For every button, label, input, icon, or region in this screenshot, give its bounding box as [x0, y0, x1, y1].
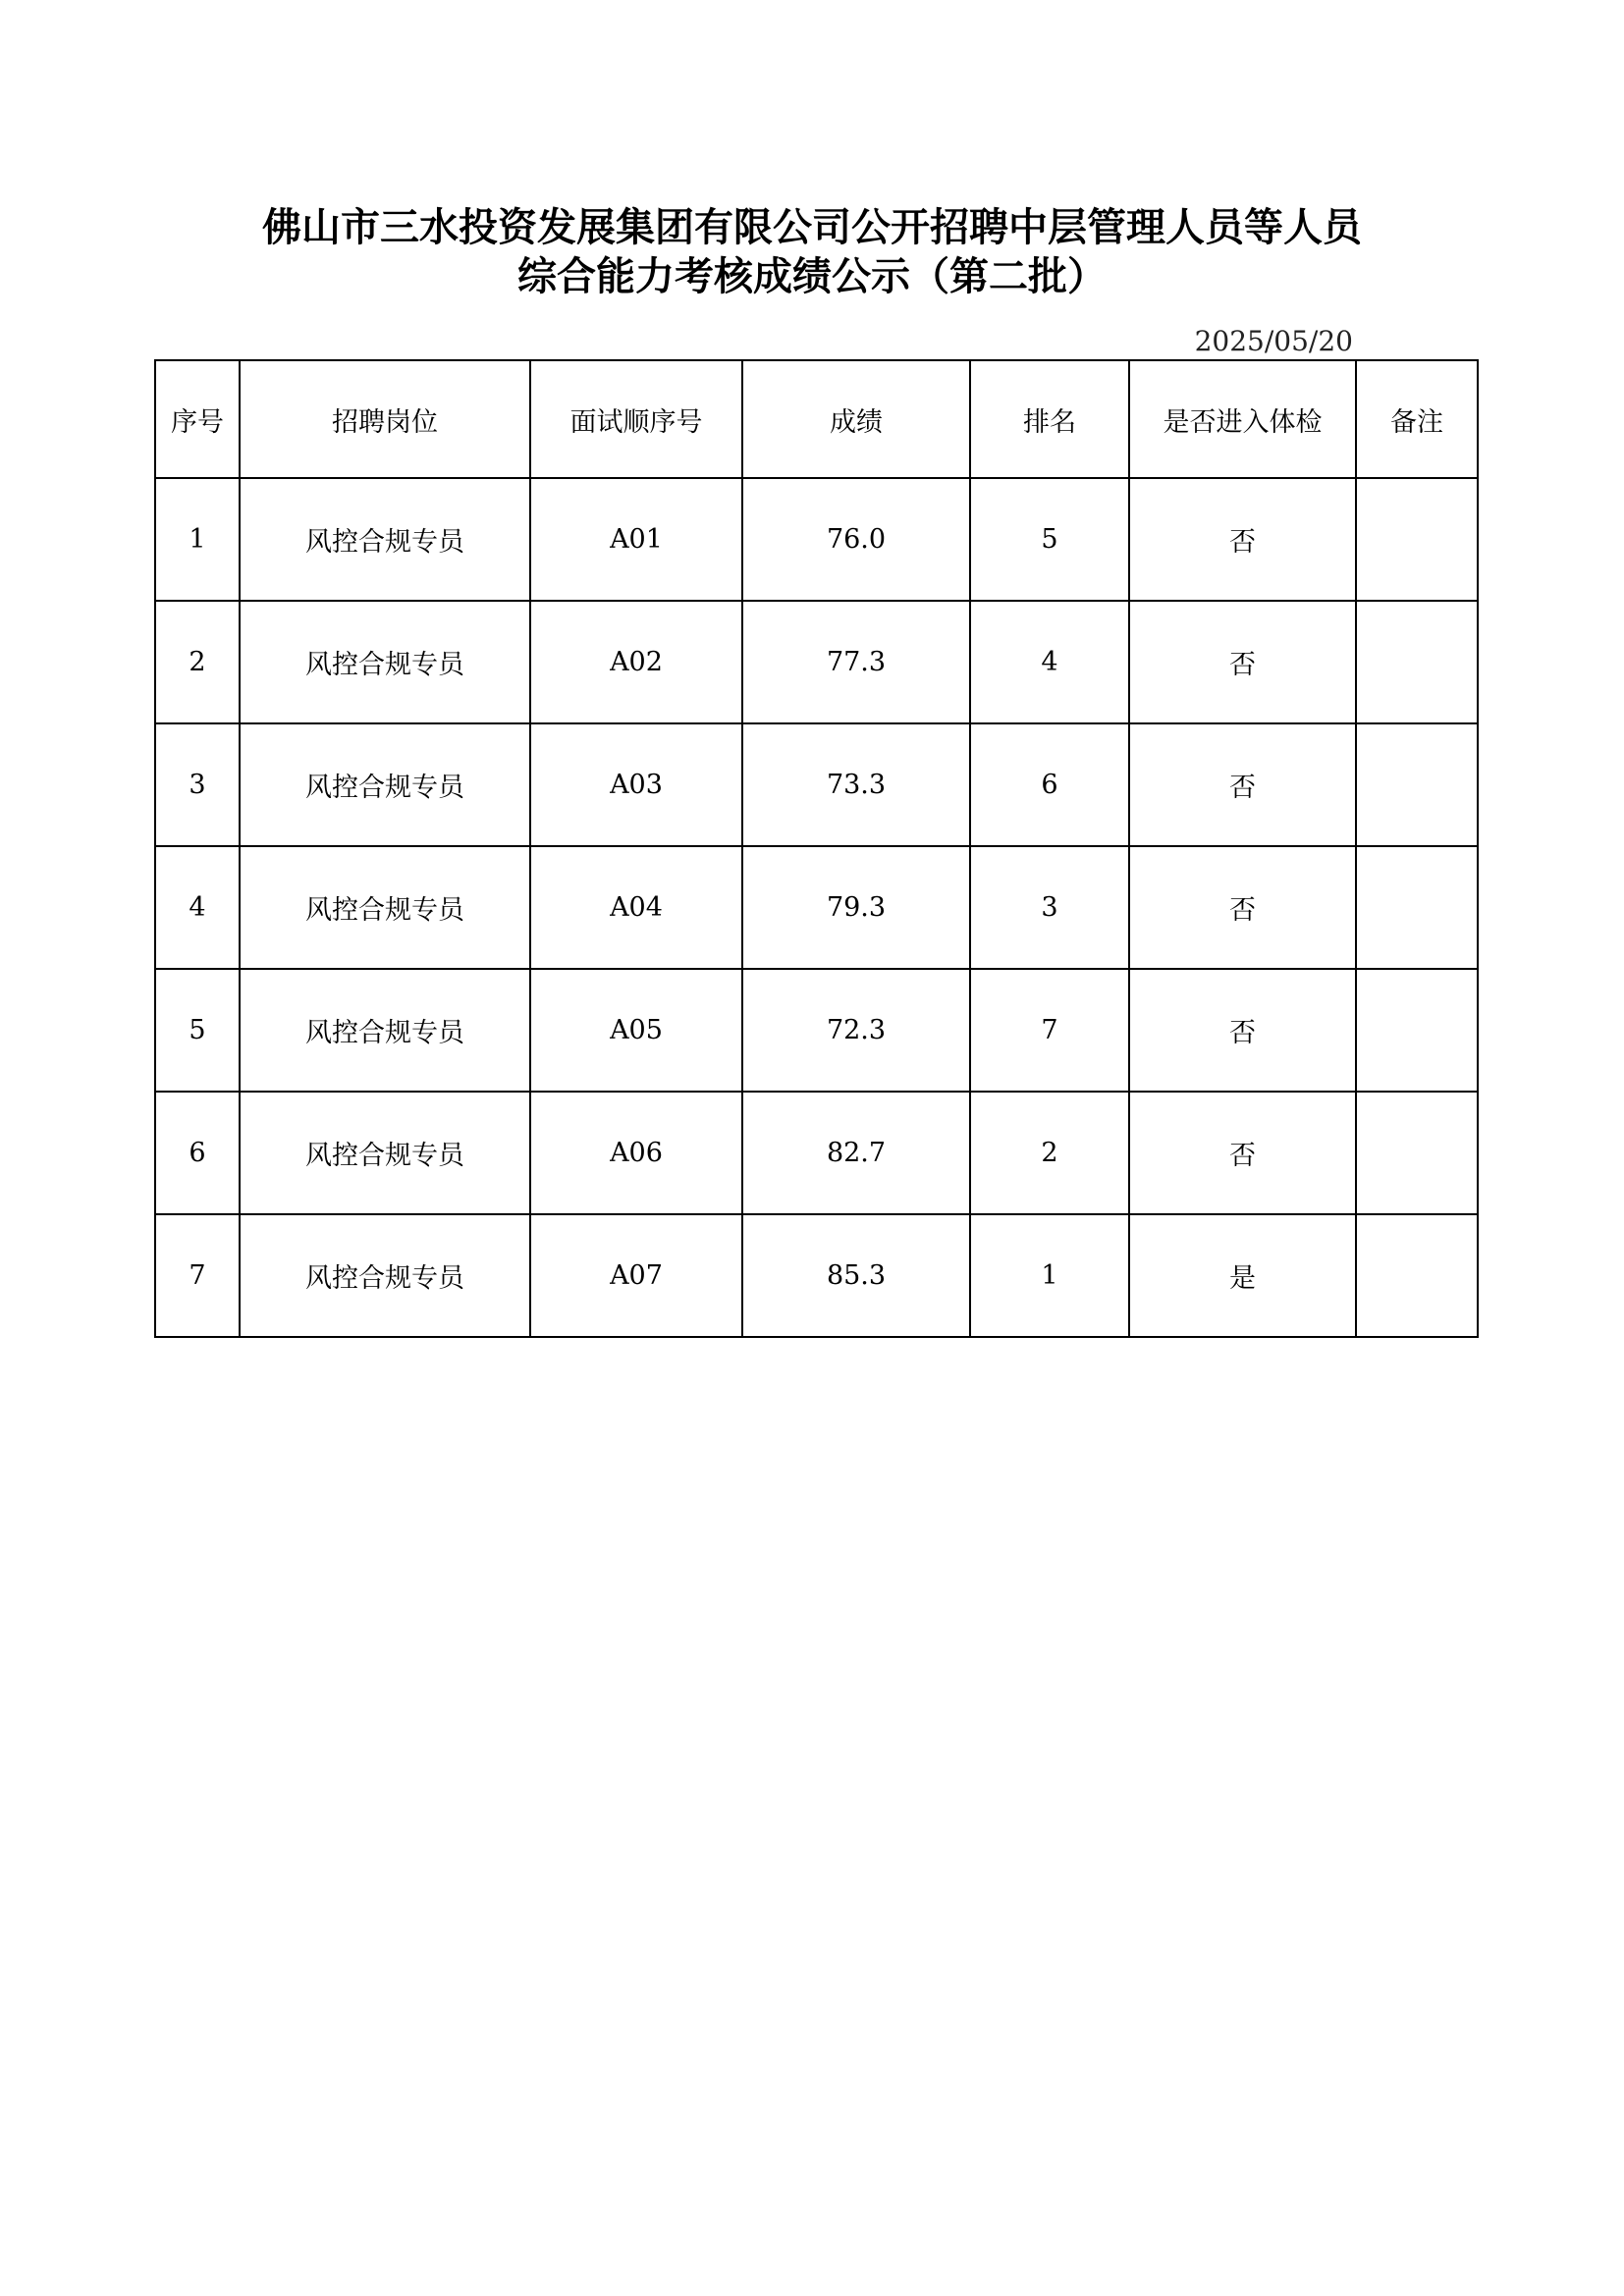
document-title-line-1: 佛山市三水投资发展集团有限公司公开招聘中层管理人员等人员 — [262, 204, 1362, 250]
header-remarks: 备注 — [1356, 360, 1478, 478]
table-row — [155, 601, 1478, 723]
cell-medical: 否 — [1129, 723, 1356, 846]
cell-score: 85.3 — [742, 1214, 970, 1337]
cell-position: 风控合规专员 — [240, 1214, 530, 1337]
table-row — [155, 478, 1478, 601]
header-score: 成绩 — [742, 360, 970, 478]
header-medical: 是否进入体检 — [1129, 360, 1356, 478]
cell-interview-order: A05 — [530, 969, 742, 1092]
cell-seq: 1 — [155, 478, 240, 601]
cell-seq: 4 — [155, 846, 240, 969]
cell-rank: 4 — [970, 601, 1129, 723]
cell-interview-order: A06 — [530, 1092, 742, 1214]
cell-score: 79.3 — [742, 846, 970, 969]
cell-interview-order: A03 — [530, 723, 742, 846]
cell-interview-order: A07 — [530, 1214, 742, 1337]
cell-seq: 5 — [155, 969, 240, 1092]
table-row — [155, 1214, 1478, 1337]
cell-score: 77.3 — [742, 601, 970, 723]
table-row — [155, 969, 1478, 1092]
cell-position: 风控合规专员 — [240, 846, 530, 969]
table-header-row — [155, 360, 1478, 478]
table-row — [155, 1092, 1478, 1214]
cell-interview-order: A04 — [530, 846, 742, 969]
score-table — [154, 359, 1479, 1338]
cell-medical: 是 — [1129, 1214, 1356, 1337]
cell-position: 风控合规专员 — [240, 601, 530, 723]
cell-position: 风控合规专员 — [240, 478, 530, 601]
cell-position: 风控合规专员 — [240, 969, 530, 1092]
cell-remarks — [1356, 723, 1478, 846]
cell-remarks — [1356, 1214, 1478, 1337]
cell-score: 76.0 — [742, 478, 970, 601]
header-rank: 排名 — [970, 360, 1129, 478]
cell-rank: 5 — [970, 478, 1129, 601]
cell-remarks — [1356, 969, 1478, 1092]
cell-remarks — [1356, 601, 1478, 723]
cell-seq: 3 — [155, 723, 240, 846]
cell-medical: 否 — [1129, 601, 1356, 723]
cell-score: 82.7 — [742, 1092, 970, 1214]
cell-interview-order: A02 — [530, 601, 742, 723]
cell-remarks — [1356, 478, 1478, 601]
cell-seq: 6 — [155, 1092, 240, 1214]
cell-rank: 6 — [970, 723, 1129, 846]
cell-rank: 1 — [970, 1214, 1129, 1337]
cell-interview-order: A01 — [530, 478, 742, 601]
cell-medical: 否 — [1129, 969, 1356, 1092]
cell-rank: 2 — [970, 1092, 1129, 1214]
cell-rank: 3 — [970, 846, 1129, 969]
cell-remarks — [1356, 846, 1478, 969]
cell-score: 72.3 — [742, 969, 970, 1092]
cell-medical: 否 — [1129, 846, 1356, 969]
header-interview-order: 面试顺序号 — [530, 360, 742, 478]
cell-remarks — [1356, 1092, 1478, 1214]
cell-medical: 否 — [1129, 478, 1356, 601]
cell-seq: 7 — [155, 1214, 240, 1337]
cell-position: 风控合规专员 — [240, 723, 530, 846]
document-title-line-2: 综合能力考核成绩公示（第二批） — [517, 253, 1107, 299]
header-position: 招聘岗位 — [240, 360, 530, 478]
header-seq: 序号 — [155, 360, 240, 478]
table-row — [155, 846, 1478, 969]
cell-score: 73.3 — [742, 723, 970, 846]
publication-date: 2025/05/20 — [1194, 325, 1353, 357]
cell-medical: 否 — [1129, 1092, 1356, 1214]
table-row — [155, 723, 1478, 846]
cell-seq: 2 — [155, 601, 240, 723]
cell-position: 风控合规专员 — [240, 1092, 530, 1214]
cell-rank: 7 — [970, 969, 1129, 1092]
